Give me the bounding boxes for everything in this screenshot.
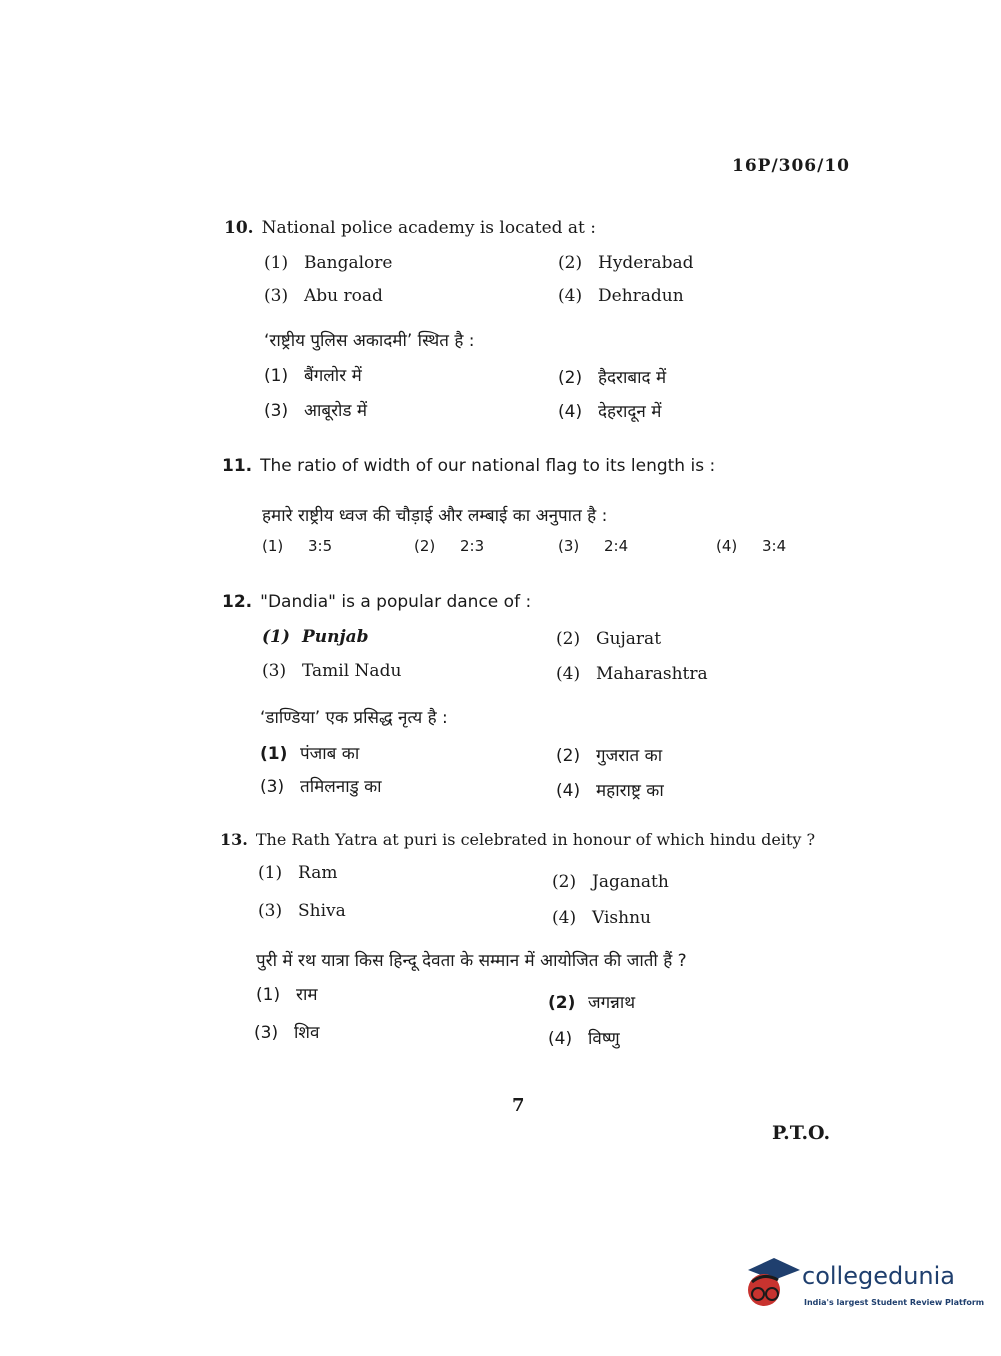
question-number: 12. — [222, 592, 253, 612]
option — [556, 629, 661, 649]
option-label: (1) — [262, 627, 290, 647]
option — [262, 627, 369, 647]
option-label: (1) — [264, 366, 289, 386]
option-label: (3) — [262, 661, 287, 681]
question-text: National police academy is located at : — [261, 218, 597, 238]
hindi-option — [254, 1020, 319, 1043]
option — [258, 863, 337, 883]
question-11 — [222, 456, 715, 476]
option-text: हैदराबाद में — [598, 368, 667, 388]
option-label: (2) — [548, 993, 576, 1013]
option-label: (4) — [716, 537, 738, 555]
question-13 — [220, 830, 815, 849]
option-text: Vishnu — [592, 908, 651, 928]
hindi-option — [556, 778, 664, 801]
option-label: (2) — [556, 746, 581, 766]
option-text: Bangalore — [304, 253, 393, 273]
option-label: (1) — [258, 863, 283, 883]
option-text: गुजरात का — [596, 746, 663, 766]
option-label: (4) — [552, 908, 577, 928]
option-text: Maharashtra — [596, 664, 708, 684]
option-text: Hyderabad — [598, 253, 694, 273]
option-label: (1) — [262, 537, 284, 555]
option-text: महाराष्ट्र का — [596, 781, 664, 801]
option-label: (4) — [548, 1029, 573, 1049]
option-label: (3) — [264, 286, 289, 306]
option-label: (4) — [556, 664, 581, 684]
pto-label: P.T.O. — [772, 1122, 831, 1144]
hindi-option — [556, 743, 662, 766]
option — [558, 253, 694, 273]
hindi-option — [256, 982, 318, 1005]
option-label: (2) — [558, 368, 583, 388]
option-text: बैंगलोर में — [304, 366, 362, 386]
option-text: Ram — [298, 863, 338, 883]
option — [558, 286, 684, 306]
question-12 — [222, 592, 531, 612]
option-text: 2:3 — [460, 537, 485, 555]
option-text: जगन्नाथ — [588, 993, 636, 1013]
option-label: (4) — [558, 402, 583, 422]
hindi-option — [264, 398, 367, 421]
hindi-option — [558, 399, 661, 422]
option-text: Tamil Nadu — [302, 661, 402, 681]
option — [552, 872, 669, 892]
option-label: (4) — [556, 781, 581, 801]
question-text: The ratio of width of our national flag to its length is : — [260, 456, 716, 476]
option-text: विष्णु — [588, 1029, 620, 1049]
option — [262, 661, 401, 681]
option — [552, 908, 651, 928]
question-number: 10. — [224, 218, 254, 238]
option-label: (3) — [558, 537, 580, 555]
option-text: Punjab — [302, 627, 369, 647]
option — [558, 537, 628, 555]
question-number: 13. — [220, 830, 248, 849]
hindi-question-text: ‘राष्ट्रीय पुलिस अकादमी’ स्थित है : — [264, 331, 475, 351]
logo-name: collegedunia — [802, 1262, 956, 1290]
option — [556, 664, 708, 684]
hindi-option — [264, 363, 362, 386]
option — [716, 537, 786, 555]
hindi-option — [548, 990, 635, 1013]
hindi-question-text: हमारे राष्ट्रीय ध्वज की चौड़ाई और लम्बाई का अनुपात है : — [262, 506, 608, 526]
question-text: The Rath Yatra at puri is celebrated in honour of which hindu deity ? — [255, 830, 816, 849]
option — [414, 537, 484, 555]
option-text: Gujarat — [596, 629, 662, 649]
option-label: (1) — [260, 744, 288, 764]
option-text: 3:4 — [762, 537, 787, 555]
option-text: Shiva — [298, 901, 346, 921]
option-text: शिव — [294, 1023, 320, 1043]
option — [258, 901, 346, 921]
question-number: 11. — [222, 456, 253, 476]
option-text: राम — [296, 985, 318, 1005]
option-label: (3) — [254, 1023, 279, 1043]
option-text: देहरादून में — [598, 402, 662, 422]
hindi-question-text: ‘डाण्डिया’ एक प्रसिद्ध नृत्य है : — [260, 708, 448, 728]
option-label: (3) — [258, 901, 283, 921]
option-label: (4) — [558, 286, 583, 306]
option-text: Jaganath — [592, 872, 669, 892]
hindi-option — [548, 1026, 620, 1049]
option-label: (2) — [414, 537, 436, 555]
option-text: तमिलनाडु का — [300, 777, 382, 797]
option-label: (1) — [264, 253, 289, 273]
option-label: (3) — [260, 777, 285, 797]
option-label: (3) — [264, 401, 289, 421]
option — [262, 537, 332, 555]
option-label: (2) — [556, 629, 581, 649]
option-text: पंजाब का — [300, 744, 360, 764]
option — [264, 253, 392, 273]
option-text: 2:4 — [604, 537, 629, 555]
option-text: Abu road — [304, 286, 383, 306]
hindi-option — [558, 365, 666, 388]
option-label: (2) — [552, 872, 577, 892]
logo-tagline: India's largest Student Review Platform — [804, 1298, 985, 1307]
option — [264, 286, 383, 306]
question-10 — [224, 218, 596, 238]
option-label: (2) — [558, 253, 583, 273]
option-label: (1) — [256, 985, 281, 1005]
hindi-option — [260, 774, 382, 797]
paper-code: 16P/306/10 — [732, 156, 851, 176]
question-text: "Dandia" is a popular dance of : — [260, 592, 532, 612]
option-text: 3:5 — [308, 537, 333, 555]
page-number: 7 — [512, 1095, 525, 1116]
option-text: Dehradun — [598, 286, 684, 306]
hindi-option — [260, 741, 359, 764]
hindi-question-text: पुरी में रथ यात्रा किस हिन्दू देवता के सम्मान में आयोजित की जाती हैं ? — [256, 951, 687, 971]
option-text: आबूरोड में — [304, 401, 368, 421]
